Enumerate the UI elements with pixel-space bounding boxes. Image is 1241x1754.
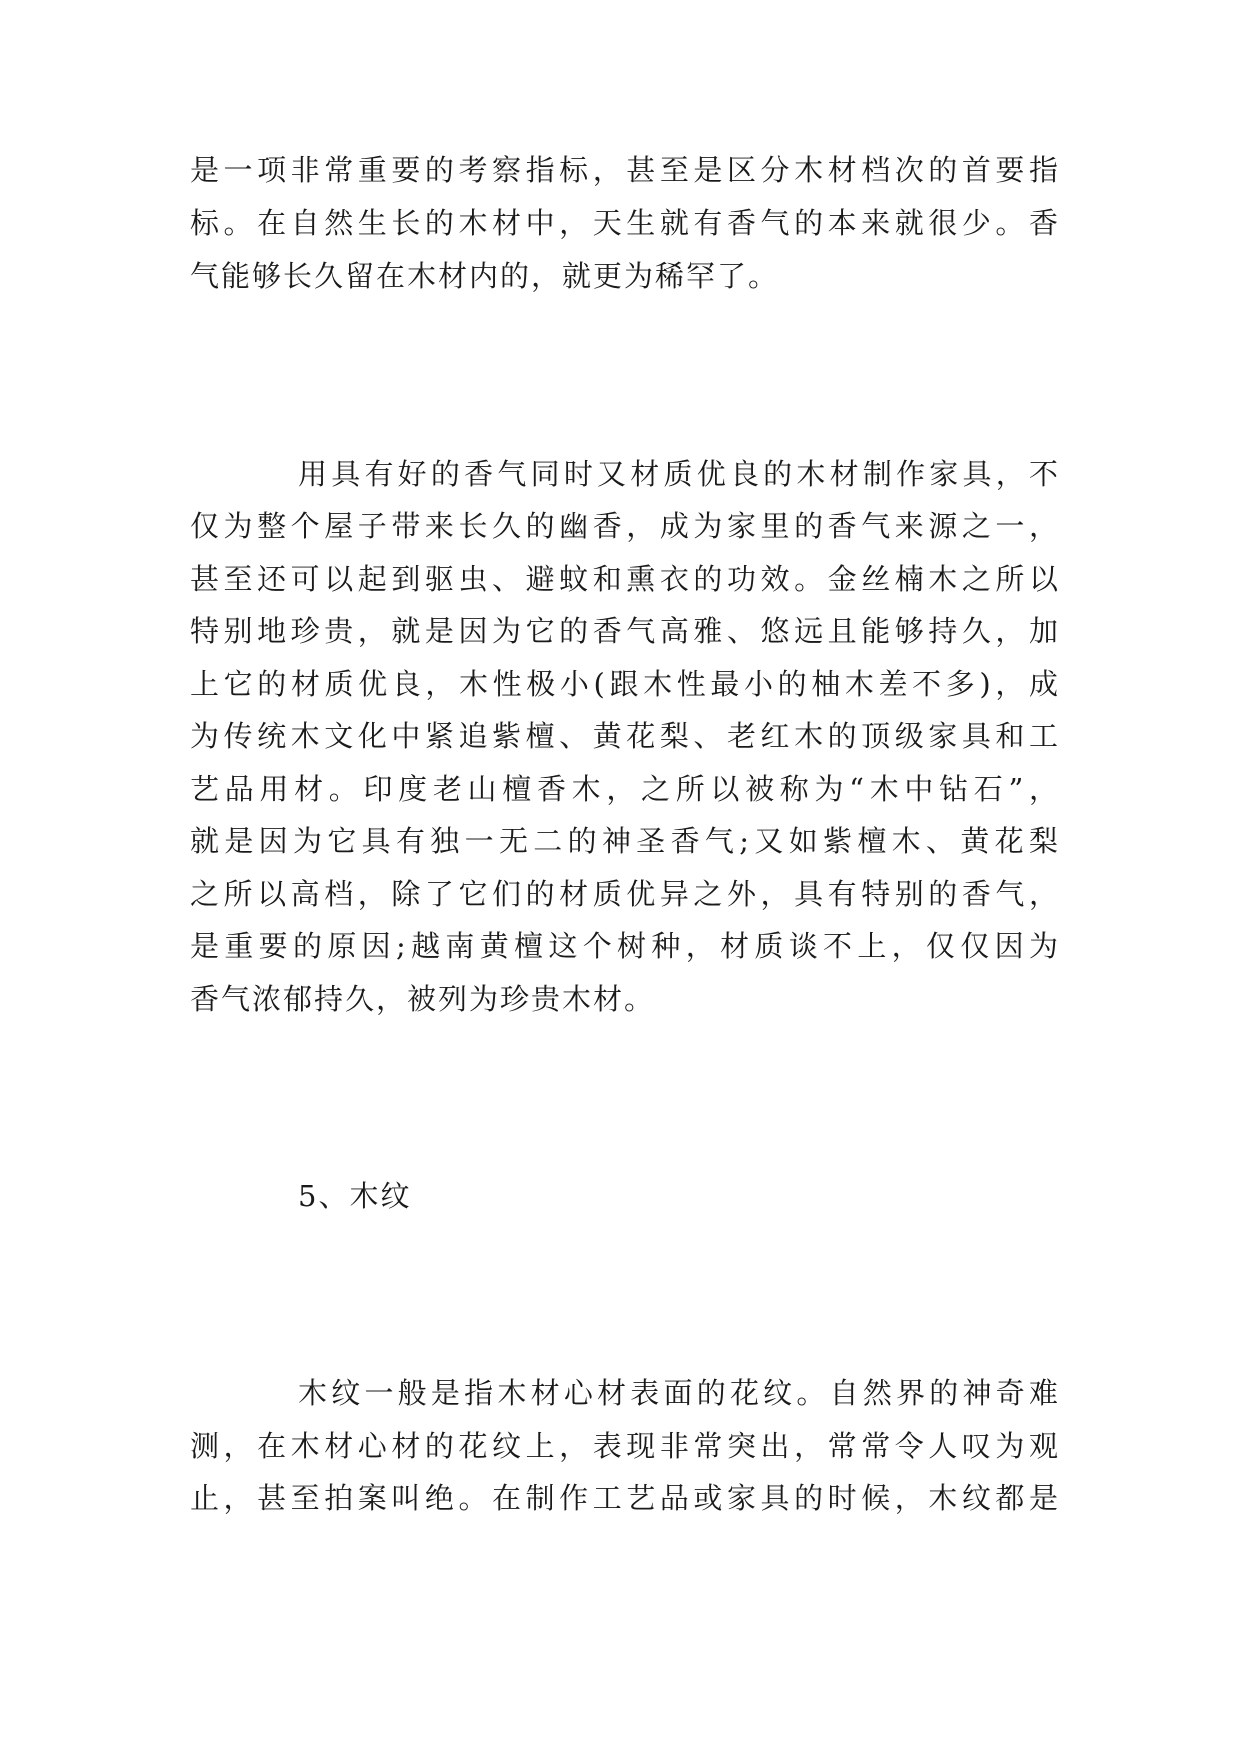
paragraph-1-line-3: 气能够长久留在木材内的，就更为稀罕了。 [190,259,780,293]
section-heading: 5、木纹 [298,1179,412,1213]
paragraph-2-line-2: 仅为整个屋子带来长久的幽香，成为家里的香气来源之一， [190,509,1060,543]
paragraph-2-line-9: 之所以高档，除了它们的材质优异之外，具有特别的香气， [190,877,1060,911]
paragraph-2-line-3: 甚至还可以起到驱虫、避蚊和熏衣的功效。金丝楠木之所以 [190,562,1060,596]
paragraph-1-line-2: 标。在自然生长的木材中，天生就有香气的本来就很少。香 [190,206,1060,240]
paragraph-3-line-1: 木纹一般是指木材心材表面的花纹。自然界的神奇难 [298,1376,1060,1410]
paragraph-2-line-1: 用具有好的香气同时又材质优良的木材制作家具，不 [298,457,1060,491]
paragraph-2-line-7: 艺品用材。印度老山檀香木，之所以被称为“木中钻石”， [190,772,1060,806]
paragraph-3-line-2: 测，在木材心材的花纹上，表现非常突出，常常令人叹为观 [190,1429,1060,1463]
paragraph-2-line-5: 上它的材质优良，木性极小(跟木性最小的柚木差不多)，成 [190,667,1060,701]
paragraph-1-line-1: 是一项非常重要的考察指标，甚至是区分木材档次的首要指 [190,153,1060,187]
paragraph-2-line-10: 是重要的原因;越南黄檀这个树种，材质谈不上，仅仅因为 [190,929,1060,963]
paragraph-3-line-3: 止，甚至拍案叫绝。在制作工艺品或家具的时候，木纹都是 [190,1481,1060,1515]
paragraph-2-line-6: 为传统木文化中紧追紫檀、黄花梨、老红木的顶级家具和工 [190,719,1060,753]
paragraph-2-line-4: 特别地珍贵，就是因为它的香气高雅、悠远且能够持久，加 [190,614,1060,648]
paragraph-2-line-11: 香气浓郁持久，被列为珍贵木材。 [190,982,656,1016]
paragraph-2-line-8: 就是因为它具有独一无二的神圣香气;又如紫檀木、黄花梨 [190,824,1060,858]
